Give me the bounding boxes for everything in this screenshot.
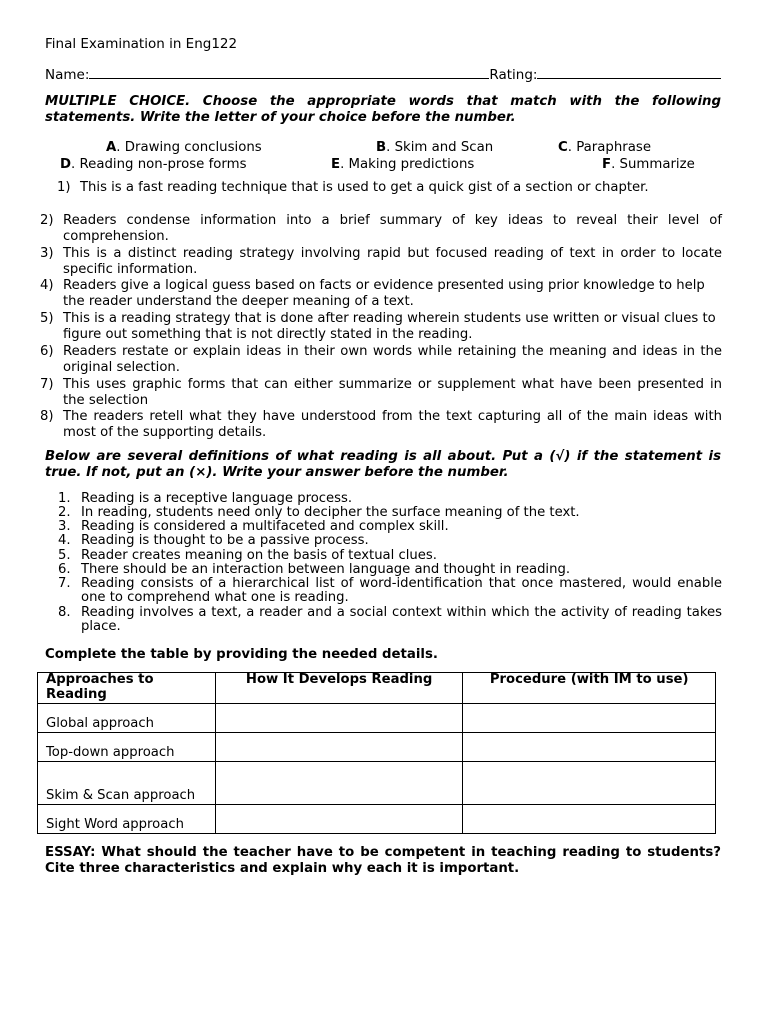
mc-item-number: 1) (57, 180, 71, 195)
answer-cell[interactable] (463, 762, 716, 805)
tf-item-text: Reading is a receptive language process. (81, 491, 353, 506)
choice-d: D. Reading non-prose forms (60, 157, 247, 172)
tf-item-number: 4. (58, 533, 71, 548)
table-heading: Complete the table by providing the needed details. (45, 647, 438, 662)
tf-item-number: 1. (58, 491, 71, 506)
row-label: Skim & Scan approach (38, 762, 216, 805)
mc-item-text: Readers condense information into a brief summary of key ideas to reveal their level of comprehension. (63, 213, 722, 245)
mc-item (40, 311, 722, 344)
tf-item-number: 2. (58, 505, 71, 520)
column-header: Approaches to Reading (38, 673, 216, 704)
answer-cell[interactable] (215, 805, 463, 834)
row-label: Top-down approach (38, 733, 216, 762)
tf-item (58, 606, 722, 634)
mc-item-number: 8) (40, 409, 54, 424)
row-label: Global approach (38, 704, 216, 733)
column-header: How It Develops Reading (215, 673, 463, 704)
mc-item (40, 344, 722, 377)
row-label: Sight Word approach (38, 805, 216, 834)
tf-item-number: 7. (58, 576, 71, 591)
mc-item-number: 6) (40, 344, 54, 359)
tf-item-number: 3. (58, 519, 71, 534)
tf-item-text: Reading involves a text, a reader and a social context within which the activity of reading takes place. (81, 605, 722, 635)
choice-c: C. Paraphrase (558, 140, 651, 155)
mc-item-number: 2) (40, 213, 54, 228)
rating-blank[interactable] (537, 64, 721, 79)
answer-cell[interactable] (215, 704, 463, 733)
exam-title: Final Examination in Eng122 (45, 36, 238, 52)
choice-e: E. Making predictions (331, 157, 475, 172)
name-blank[interactable] (89, 64, 489, 79)
mc-item-number: 4) (40, 278, 54, 293)
mc-item-text: This is a distinct reading strategy involving rapid but focused reading of text in order to locate specific information. (63, 246, 722, 278)
choice-b: B. Skim and Scan (376, 140, 494, 155)
column-header: Procedure (with IM to use) (463, 673, 716, 704)
mc-item-text: This is a reading strategy that is done after reading wherein students use written or visual clues to figure out something that is not directly stated in the reading. (63, 311, 716, 343)
mc-item (40, 377, 722, 410)
table-row (38, 805, 716, 834)
tf-item-text: Reader creates meaning on the basis of textual clues. (81, 548, 437, 563)
mc-item (40, 246, 722, 279)
tf-item-text: Reading is considered a multifaceted and complex skill. (81, 519, 449, 534)
table-row (38, 762, 716, 805)
tf-item-number: 8. (58, 605, 71, 620)
tf-item-text: In reading, students need only to decipher the surface meaning of the text. (81, 505, 580, 520)
name-label: Name: (45, 67, 90, 83)
answer-cell[interactable] (215, 762, 463, 805)
answer-cell[interactable] (215, 733, 463, 762)
mc-item (40, 409, 722, 442)
tf-item-text: Reading is thought to be a passive process. (81, 533, 369, 548)
true-false-instruction: Below are several definitions of what reading is all about. Put a (√) if the statement is true. If not, put an (×). Write your answer before the number. (45, 449, 721, 480)
mc-item-number: 3) (40, 246, 54, 261)
mc-item-text: This is a fast reading technique that is used to get a quick gist of a section or chapter. (80, 180, 649, 195)
rating-label: Rating: (489, 67, 538, 83)
answer-cell[interactable] (463, 733, 716, 762)
choice-f: F. Summarize (602, 157, 695, 172)
mc-item-text: This uses graphic forms that can either summarize or supplement what have been presented in the selection (63, 377, 722, 409)
mc-item-text: Readers give a logical guess based on facts or evidence presented using prior knowledge to help the reader understand the deeper meaning of a text. (63, 278, 705, 310)
tf-item (58, 577, 722, 605)
table-row (38, 704, 716, 733)
mc-item-text: Readers restate or explain ideas in their own words while retaining the meaning and ideas in the original selection. (63, 344, 722, 376)
mc-item-number: 5) (40, 311, 54, 326)
table-row (38, 733, 716, 762)
answer-cell[interactable] (463, 805, 716, 834)
choice-a: A. Drawing conclusions (106, 140, 262, 155)
approaches-table (37, 672, 716, 834)
mc-item (40, 213, 722, 246)
mc-item-text: The readers retell what they have understood from the text capturing all of the main ideas with most of the supporting details. (63, 409, 722, 441)
tf-item-text: Reading consists of a hierarchical list of word-identification that once mastered, would enable one to comprehend what one is reading. (81, 576, 722, 606)
tf-item-text: There should be an interaction between language and thought in reading. (81, 562, 571, 577)
tf-item-number: 5. (58, 548, 71, 563)
tf-item-number: 6. (58, 562, 71, 577)
mc-item (57, 180, 722, 196)
mc-item (40, 278, 722, 311)
mc-item-number: 7) (40, 377, 54, 392)
tf-item (58, 534, 722, 548)
answer-cell[interactable] (463, 704, 716, 733)
name-rating-row (45, 64, 721, 83)
multiple-choice-instruction: MULTIPLE CHOICE. Choose the appropriate words that match with the following statements. Write the letter of your choice before the number. (45, 94, 721, 125)
table-header-row (38, 673, 716, 704)
essay-question: ESSAY: What should the teacher have to be competent in teaching reading to students? Cite three characteristics and explain why each it is important. (45, 845, 721, 876)
